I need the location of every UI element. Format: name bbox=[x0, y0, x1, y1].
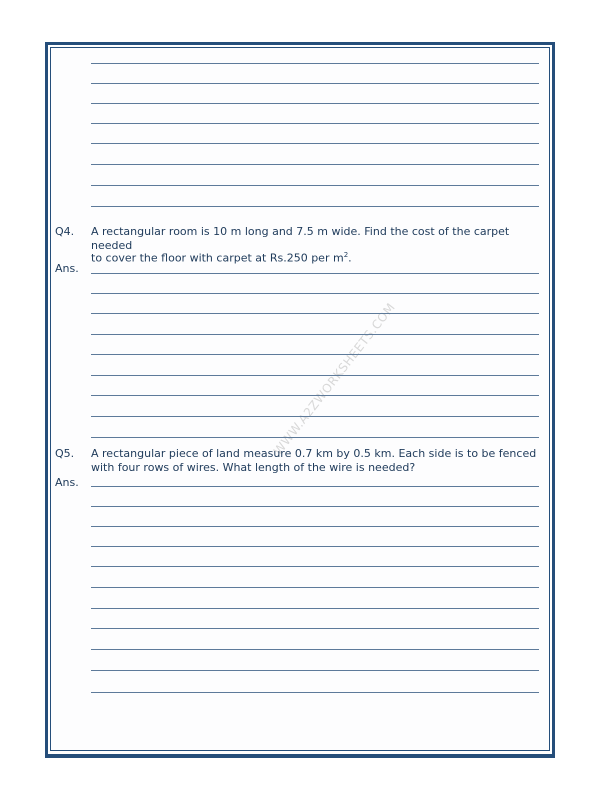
answer-line bbox=[91, 546, 539, 547]
answer-line bbox=[91, 506, 539, 507]
answer-line bbox=[91, 164, 539, 165]
period: . bbox=[348, 251, 352, 265]
answer-label: Ans. bbox=[55, 262, 79, 275]
answer-line bbox=[91, 437, 539, 438]
answer-line bbox=[91, 354, 539, 355]
superscript: 2 bbox=[343, 251, 349, 259]
answer-line bbox=[91, 63, 539, 64]
question-number: Q4. bbox=[55, 225, 75, 238]
question-text-line1: A rectangular piece of land measure 0.7 km by 0.5 km. Each side is to be fenced bbox=[91, 447, 537, 460]
answer-line bbox=[91, 395, 539, 396]
answer-line bbox=[91, 83, 539, 84]
answer-line bbox=[91, 334, 539, 335]
watermark: WWW.A2ZWORKSHEETS.COM bbox=[270, 300, 399, 458]
answer-line bbox=[91, 628, 539, 629]
question-text-line1: A rectangular room is 10 m long and 7.5 m wide. Find the cost of the carpet needed bbox=[91, 225, 510, 252]
answer-line bbox=[91, 293, 539, 294]
answer-line bbox=[91, 416, 539, 417]
question-text-line2: with four rows of wires. What length of the wire is needed? bbox=[91, 461, 416, 474]
answer-line bbox=[91, 608, 539, 609]
answer-line bbox=[91, 486, 539, 487]
answer-label: Ans. bbox=[55, 476, 79, 489]
answer-line bbox=[91, 526, 539, 527]
question-text-line2 bbox=[91, 248, 551, 266]
answer-line bbox=[91, 185, 539, 186]
page-border-inner bbox=[50, 47, 550, 751]
answer-line bbox=[91, 143, 539, 144]
answer-line bbox=[91, 206, 539, 207]
answer-line bbox=[91, 587, 539, 588]
question-text: to cover the floor with carpet at Rs.250 per m bbox=[91, 251, 344, 265]
answer-line bbox=[91, 375, 539, 376]
question-number: Q5. bbox=[55, 447, 75, 460]
answer-line bbox=[91, 273, 539, 274]
answer-line bbox=[91, 313, 539, 314]
answer-line bbox=[91, 103, 539, 104]
answer-line bbox=[91, 692, 539, 693]
answer-line bbox=[91, 123, 539, 124]
answer-line bbox=[91, 670, 539, 671]
answer-line bbox=[91, 649, 539, 650]
answer-line bbox=[91, 566, 539, 567]
